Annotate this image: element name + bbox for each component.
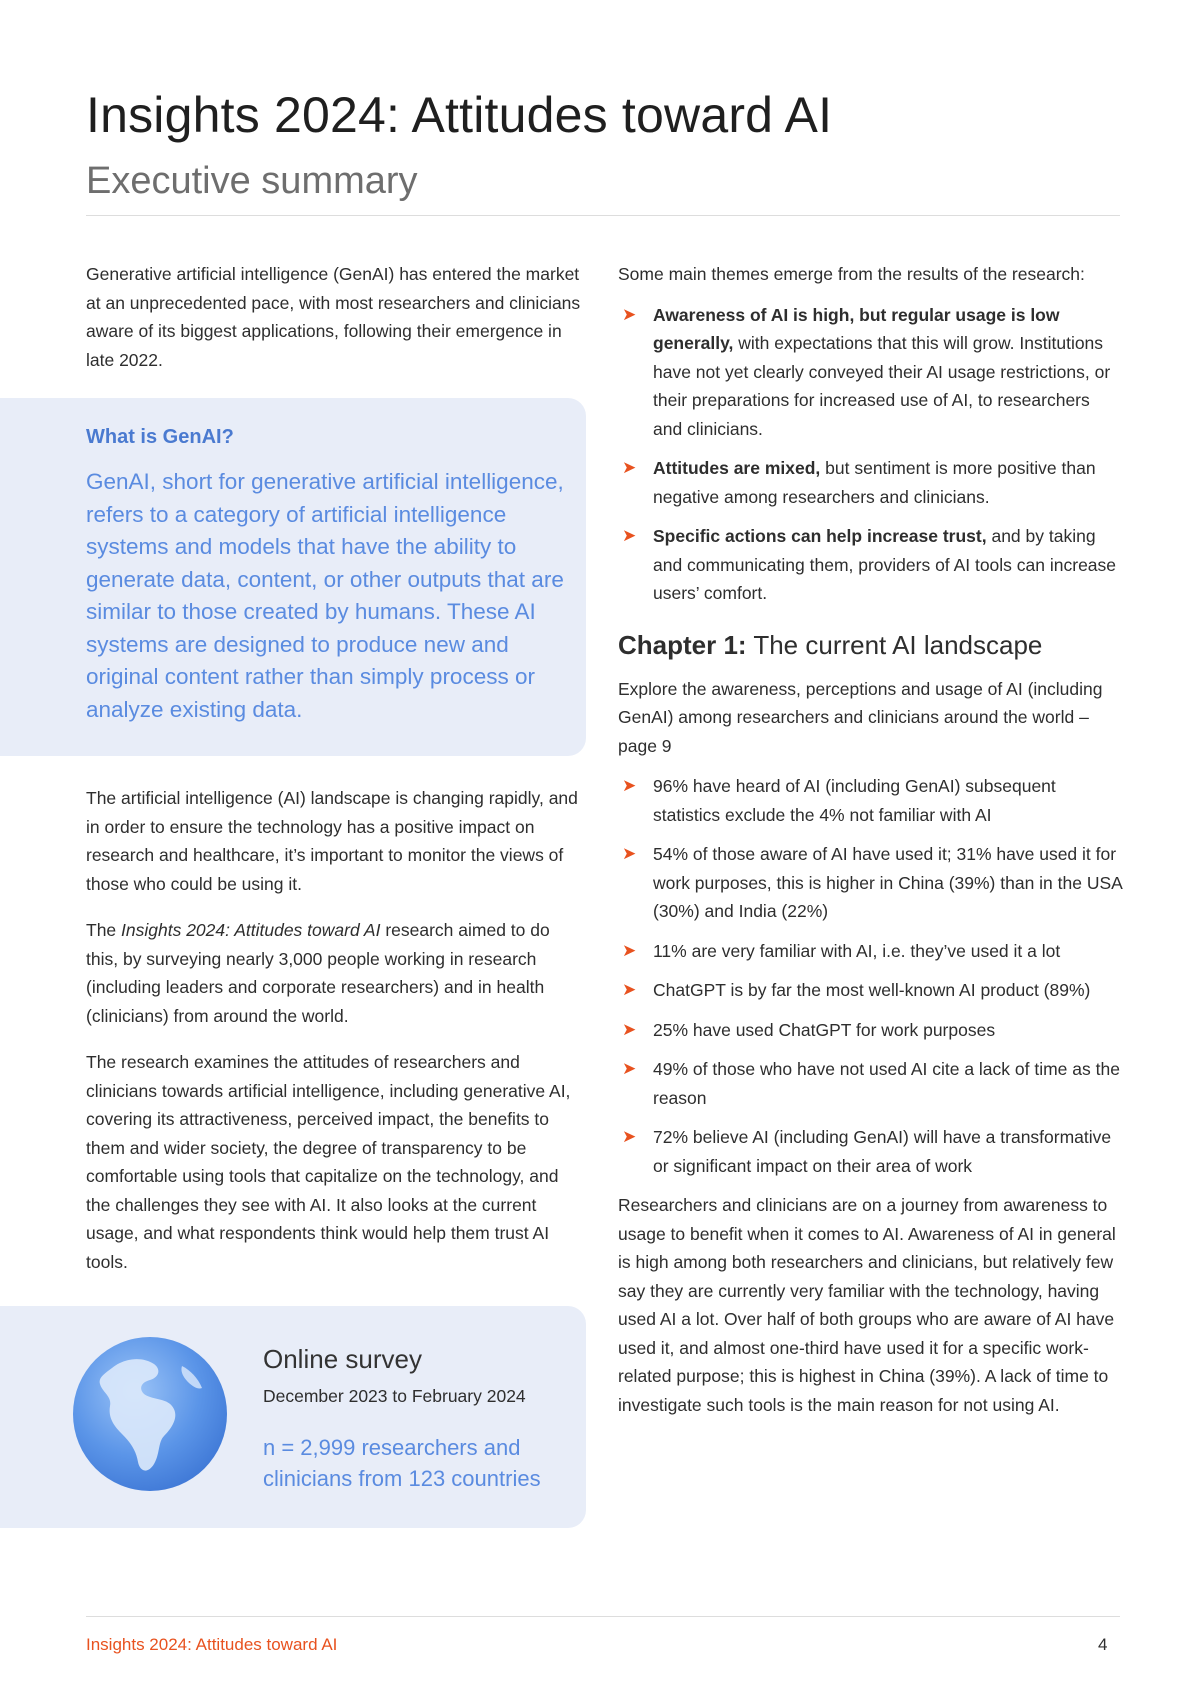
list-item xyxy=(618,522,1123,608)
theme-bold: Specific actions can help increase trust, xyxy=(653,526,987,546)
arrow-bullet-icon: ➤ xyxy=(622,940,637,960)
finding-text: 25% have used ChatGPT for work purposes xyxy=(653,1019,996,1040)
arrow-bullet-icon: ➤ xyxy=(622,1019,637,1039)
list-item xyxy=(618,301,1123,444)
intro-paragraph: Generative artificial intelligence (GenAI) has entered the market at an unprecedented pace, with most researchers and clinicians aware of its biggest applications, following their emergence in late 2022. xyxy=(86,264,581,370)
theme-text: but sentiment is more positive than negative among researchers and clinicians. xyxy=(653,458,1096,507)
research-aim-paragraph xyxy=(86,916,586,1030)
list-item xyxy=(618,1123,1123,1180)
header-divider xyxy=(86,215,1120,216)
arrow-bullet-icon: ➤ xyxy=(622,1127,637,1146)
research-aim-post: research aimed to do this, by surveying nearly 3,000 people working in research (including leaders and corporate researchers) and in health (clinicians) from around the world. xyxy=(86,920,550,1026)
list-item xyxy=(618,840,1123,926)
finding-text: 72% believe AI (including GenAI) will have a transformative or significant impact on their area of work xyxy=(653,1127,1112,1176)
finding-text: 96% have heard of AI (including GenAI) subsequent statistics exclude the 4% not familiar with AI xyxy=(653,776,1056,825)
page-subtitle: Executive summary xyxy=(86,160,418,202)
finding-text: 49% of those who have not used AI cite a lack of time as the reason xyxy=(653,1059,1120,1108)
survey-dates: December 2023 to February 2024 xyxy=(263,1386,526,1406)
genai-box-text: GenAI, short for generative artificial intelligence, refers to a category of artificial intelligence systems and models that have the ability to generate data, content, or other outputs that are similar to those created by humans. These AI systems are designed to produce new and original content rather than simply process or analyze existing data. xyxy=(86,469,564,722)
theme-bold: Attitudes are mixed, xyxy=(653,458,821,478)
arrow-bullet-icon: ➤ xyxy=(622,980,637,999)
report-title-italic: Insights 2024: Attitudes toward AI xyxy=(121,920,381,940)
chapter-closing-paragraph: Researchers and clinicians are on a journey from awareness to usage to benefit when it comes to AI. Awareness of AI in general is high among both researchers and clinicians, but relatively few say they are currently very familiar with the technology, having used AI a lot. Over half of both groups who are aware of AI have used it, and almost one-third have used it for a specific work-related purpose; this is highest in China (39%). A lack of time to investigate such tools is the main reason for not using AI. xyxy=(618,1195,1116,1415)
list-item xyxy=(618,454,1123,511)
arrow-bullet-icon: ➤ xyxy=(622,526,637,545)
left-column-body xyxy=(86,784,586,1294)
arrow-bullet-icon: ➤ xyxy=(622,1059,637,1078)
list-item xyxy=(618,772,1123,829)
arrow-bullet-icon: ➤ xyxy=(622,844,637,863)
finding-text: ChatGPT is by far the most well-known AI product (89%) xyxy=(653,980,1091,1000)
footer-divider xyxy=(86,1616,1120,1617)
themes-list xyxy=(618,301,1123,608)
finding-text: 54% of those aware of AI have used it; 31% have used it for work purposes, this is higher in China (39%) than in the USA (30%) and India (22%) xyxy=(653,844,1122,921)
theme-bold: Awareness of AI is high, but regular usage is low generally, xyxy=(653,304,1060,353)
page-title: Insights 2024: Attitudes toward AI xyxy=(86,87,833,143)
list-item xyxy=(618,976,1123,1005)
arrow-bullet-icon: ➤ xyxy=(622,458,637,477)
globe-icon xyxy=(72,1336,228,1492)
list-item xyxy=(618,937,1123,966)
right-column xyxy=(618,260,1123,1437)
research-scope-paragraph: The research examines the attitudes of researchers and clinicians towards artificial intelligence, including generative AI, covering its attractiveness, perceived impact, the benefits to them and wider society, the degree of transparency to be comfortable using tools that capitalize on the technology, and the challenges they see with AI. It also looks at the current usage, and what respondents think would help them trust AI tools. xyxy=(86,1052,571,1272)
theme-text: with expectations that this will grow. Institutions have not yet clearly conveyed their AI usage restrictions, or their preparations for increased use of AI, to researchers and clinicians. xyxy=(653,333,1111,439)
list-item xyxy=(618,1016,1123,1045)
survey-sample: n = 2,999 researchers and clinicians from 123 countries xyxy=(263,1435,541,1491)
chapter-findings-list xyxy=(618,772,1123,1180)
left-column-intro xyxy=(86,260,586,392)
themes-intro: Some main themes emerge from the results of the research: xyxy=(618,264,1085,284)
chapter-number: Chapter 1: xyxy=(618,629,747,660)
survey-title: Online survey xyxy=(263,1344,422,1374)
page-number: 4 xyxy=(1098,1635,1108,1654)
arrow-bullet-icon: ➤ xyxy=(622,776,637,795)
research-aim-pre: The xyxy=(86,920,122,940)
chapter-heading xyxy=(618,630,1123,661)
landscape-paragraph: The artificial intelligence (AI) landscape is changing rapidly, and in order to ensure the technology has a positive impact on research and healthcare, it’s important to monitor the views of those who could be using it. xyxy=(86,788,578,894)
theme-text: and by taking and communicating them, providers of AI tools can increase users’ comfort. xyxy=(653,526,1117,603)
finding-text: 11% are very familiar with AI, i.e. they’ve used it a lot xyxy=(653,940,1061,961)
arrow-bullet-icon: ➤ xyxy=(622,304,637,324)
genai-box-heading: What is GenAI? xyxy=(86,426,234,448)
chapter-title: The current AI landscape xyxy=(746,629,1043,660)
footer-report-title: Insights 2024: Attitudes toward AI xyxy=(86,1635,338,1654)
list-item xyxy=(618,1055,1123,1112)
chapter-intro: Explore the awareness, perceptions and usage of AI (including GenAI) among researchers and clinicians around the world – page 9 xyxy=(618,678,1103,756)
